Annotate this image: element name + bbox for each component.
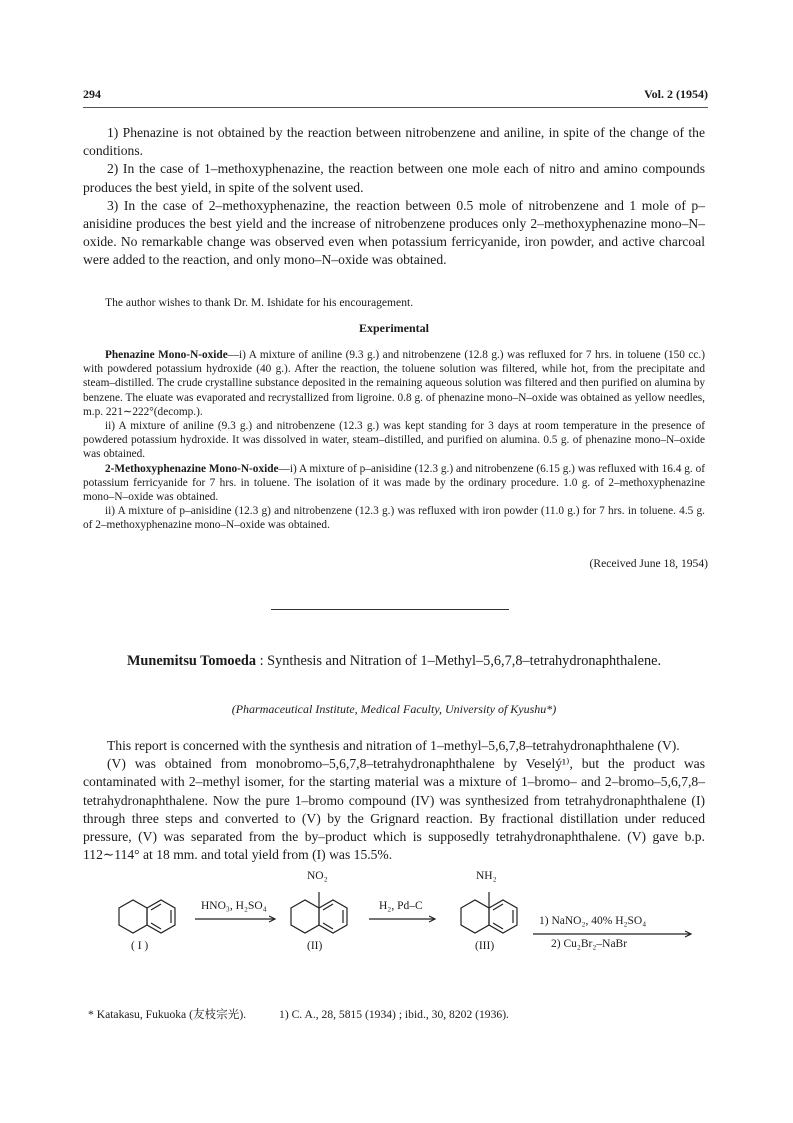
reaction-scheme <box>83 868 705 998</box>
amino-tetrahydronaphthalene-structure-III <box>461 892 517 933</box>
conclusion-3: 3) In the case of 2–methoxyphenazine, the reaction between 0.5 mole of nitrobenzene and 1 mole of p–anisidine produces the best yield and the increase of nitrobenzene produces only 2–methoxyphenazine mono–N–oxide. No remarkable change was observed even when potassium ferricyanide, iron powder, and active charcoal were added to the reaction, and only mono–N–oxide was obtained. <box>83 197 705 268</box>
reaction-scheme-drawing <box>83 868 705 998</box>
article-body <box>83 737 705 864</box>
compound-label-III: (III) <box>475 940 495 952</box>
compound-heading-2: 2-Methoxyphenazine Mono-N-oxide <box>105 462 279 475</box>
footnote-address: * Katakasu, Fukuoka (友枝宗光). <box>88 1008 247 1021</box>
article-paragraph-2: (V) was obtained from monobromo–5,6,7,8–tetrahydronaphthalene by Veselý¹⁾, but the product was contaminated with 2–methyl isomer, for the starting material was a mixture of 1–bromo– and 2–bromo–5,6,7,8–tetrahydronaphthalene. Now the pure 1–bromo compound (IV) was synthesized from tetrahydronaphthalene (I) through three steps and converted to (V) by the Grignard reaction. By fractional distillation under reduced pressure, (V) was separated from the by–product which is supposedly tetrahydronaphthalene. (V) gave b.p. 112∼114° at 18 mm. and total yield from (I) was 15.5%. <box>83 756 705 863</box>
exp-text-1: —i) A mixture of aniline (9.3 g.) and nitrobenzene (12.8 g.) was refluxed for 7 hrs. in toluene (150 cc.) with powdered potassium hydroxide (40 g.). After the reaction, the toluene solution was filtered, while hot, from the precipitate and steam–distilled. The crude crystalline substance deposited in the remaining aqueous solution was filtered and then purified on alumina by benzene. The eluate was evaporated and recrystallized from ligroine. 0.8 g. of phenazine mono–N–oxide was obtained as yellow needles, m.p. 221∼222°(decomp.). <box>83 349 706 418</box>
exp-paragraph-1 <box>83 348 705 419</box>
conclusions <box>83 124 705 270</box>
affiliation: (Pharmaceutical Institute, Medical Faculty, University of Kyushu*) <box>231 702 557 716</box>
conclusion-1: 1) Phenazine is not obtained by the reaction between nitrobenzene and aniline, in spite of the change of the conditions. <box>83 125 705 159</box>
exp-paragraph-2: ii) A mixture of aniline (9.3 g.) and nitrobenzene (12.3 g.) was kept standing for 3 days at room temperature in the presence of powdered potassium hydroxide. It was dissolved in water, steam–distilled, and purified on alumina. 0.5 g. of phenazine mono–N–oxide was obtained. <box>83 420 705 461</box>
nitro-group-label: NO₂ <box>307 870 328 882</box>
header-rule <box>83 107 708 108</box>
article-title <box>83 652 705 671</box>
amino-group-label: NH₂ <box>476 870 497 882</box>
reagent-sandmeyer: 2) Cu₂Br₂–NaBr <box>551 938 628 950</box>
acknowledgement: The author wishes to thank Dr. M. Ishidate for his encouragement. <box>105 296 414 309</box>
journal-volume: Vol. 2 (1954) <box>644 87 708 101</box>
compound-heading-1: Phenazine Mono-N-oxide <box>105 349 228 361</box>
reagent-nitration: HNO₃, H₂SO₄ <box>201 900 267 912</box>
exp-text-3: —i) A mixture of p–anisidine (12.3 g.) and nitrobenzene (6.15 g.) was refluxed with 16.4 g. of potassium ferricyanide for 7 hrs. in toluene. The isolation of it was made by the ordinary procedure. 1.0 g. of 2–methoxyphenazine mono–N–oxide was obtained. <box>83 462 705 504</box>
page-number: 294 <box>83 87 101 101</box>
compound-label-II: (II) <box>307 940 323 952</box>
article-divider <box>271 609 509 610</box>
exp-paragraph-4: ii) A mixture of p–anisidine (12.3 g) and nitrobenzene (12.3 g.) was refluxed with iron powder (11.0 g.) for 7 hrs. in toluene. 4.5 g. of 2–methoxyphenazine mono–N–oxide was obtained. <box>83 505 705 532</box>
nitro-tetrahydronaphthalene-structure-II <box>291 892 347 933</box>
tetrahydronaphthalene-structure-I <box>119 900 175 933</box>
footnotes <box>88 1006 539 1022</box>
reagent-hydrogenation: H₂, Pd–C <box>379 900 423 912</box>
compound-label-I: ( I ) <box>131 940 149 952</box>
title-text: : Synthesis and Nitration of 1–Methyl–5,6,7,8–tetrahydronaphthalene. <box>256 653 662 669</box>
exp-paragraph-3 <box>83 462 705 505</box>
received-date: (Received June 18, 1954) <box>589 557 708 570</box>
experimental-section <box>83 348 705 533</box>
reagent-diazotization: 1) NaNO₂, 40% H₂SO₄ <box>539 915 647 927</box>
conclusion-2: 2) In the case of 1–methoxyphenazine, the reaction between one mole each of nitro and amino compounds produces the best yield, in spite of the solvent used. <box>83 161 705 195</box>
article-paragraph-1: This report is concerned with the synthesis and nitration of 1–methyl–5,6,7,8–tetrahydronaphthalene (V). <box>107 738 680 753</box>
author-name: Munemitsu Tomoeda <box>126 653 257 669</box>
page-header <box>83 87 708 105</box>
experimental-heading: Experimental <box>359 321 429 335</box>
footnote-reference: 1) C. A., 28, 5815 (1934) ; ibid., 30, 8202 (1936). <box>279 1008 509 1021</box>
